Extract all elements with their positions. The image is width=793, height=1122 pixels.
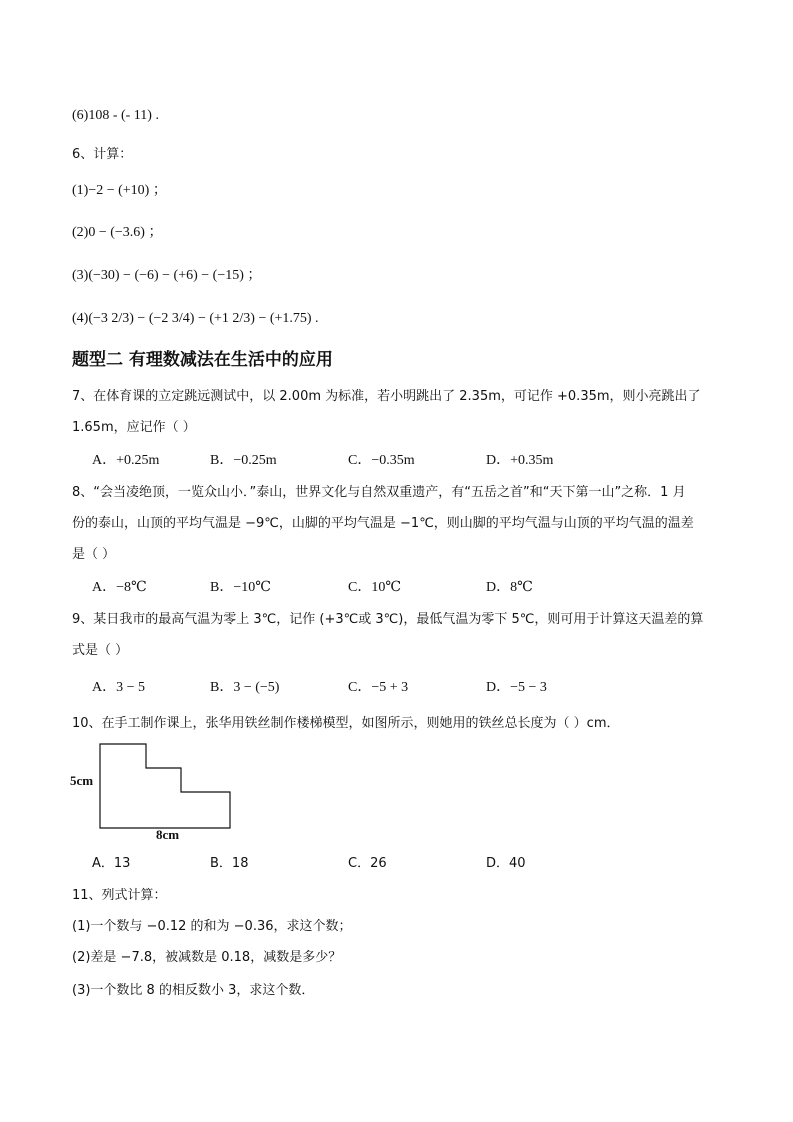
q7-line-2: 1.65m，应记作（ ）: [72, 420, 196, 435]
q10-option-d: D．40: [486, 856, 526, 871]
q6-item-2: (2)0 − (−3.6) ；: [72, 225, 163, 240]
q10-option-b: B．18: [210, 856, 249, 871]
q8-line-3: 是（ ）: [72, 547, 116, 562]
q5-item-6: (6)108 - (- 11) .: [72, 108, 159, 123]
q6-item-4: (4)(−3 2/3) − (−2 3/4) − (+1 2/3) − (+1.75) .: [72, 311, 319, 326]
q9-line-2: 式是（ ）: [72, 643, 129, 658]
q10-option-c: C．26: [348, 856, 387, 871]
q9-option-a: A．3 − 5: [92, 680, 146, 695]
staircase-outline: [100, 744, 230, 828]
q6-title: 6、计算：: [72, 147, 133, 162]
q8-option-d: D．8℃: [486, 580, 533, 595]
q6-item-1: (1)−2 − (+10) ；: [72, 183, 167, 198]
q8-line-1: 8、“会当凌绝顶，一览众山小．”泰山，世界文化与自然双重遗产，有“五岳之首”和“天下第一山”之称．1 月: [72, 485, 686, 500]
q11-item-3: (3)一个数比 8 的相反数小 3，求这个数．: [72, 983, 315, 998]
q11-item-2: (2)差是 −7.8，被减数是 0.18，减数是多少？: [72, 950, 342, 965]
q8-option-b: B．−10℃: [210, 580, 271, 595]
q7-line-1: 7、在体育课的立定跳远测试中，以 2.00m 为标准，若小明跳出了 2.35m，可记作 +0.35m，则小亮跳出了: [72, 389, 701, 404]
q10-line-1: 10、在手工制作课上，张华用铁丝制作楼梯模型，如图所示，则她用的铁丝总长度为（ ）cm．: [72, 716, 620, 731]
q6-item-3: (3)(−30) − (−6) − (+6) − (−15) ；: [72, 268, 262, 283]
q8-option-c: C．10℃: [348, 580, 401, 595]
q10-option-a: A．13: [92, 856, 131, 871]
q9-option-d: D．−5 − 3: [486, 680, 547, 695]
q8-line-2: 份的泰山，山顶的平均气温是 −9℃，山脚的平均气温是 −1℃，则山脚的平均气温与山顶的平均气温的温差: [72, 516, 694, 531]
q7-option-d: D．+0.35m: [486, 453, 554, 468]
staircase-figure: [66, 738, 246, 844]
figure-width-label: 8cm: [156, 827, 180, 842]
q9-option-b: B．3 − (−5): [210, 680, 280, 695]
q9-option-c: C．−5 + 3: [348, 680, 409, 695]
q7-option-a: A．+0.25m: [92, 453, 160, 468]
q9-line-1: 9、某日我市的最高气温为零上 3℃，记作 (+3℃或 3℃)，最低气温为零下 5℃，则可用于计算这天温差的算: [72, 612, 704, 627]
figure-height-label: 5cm: [70, 773, 94, 788]
q7-option-c: C．−0.35m: [348, 453, 415, 468]
q11-title: 11、列式计算：: [72, 888, 167, 903]
q7-option-b: B．−0.25m: [210, 453, 277, 468]
q11-item-1: (1)一个数与 −0.12 的和为 −0.36，求这个数；: [72, 919, 352, 934]
q8-option-a: A．−8℃: [92, 580, 147, 595]
section-title: 题型二 有理数减法在生活中的应用: [72, 350, 333, 370]
